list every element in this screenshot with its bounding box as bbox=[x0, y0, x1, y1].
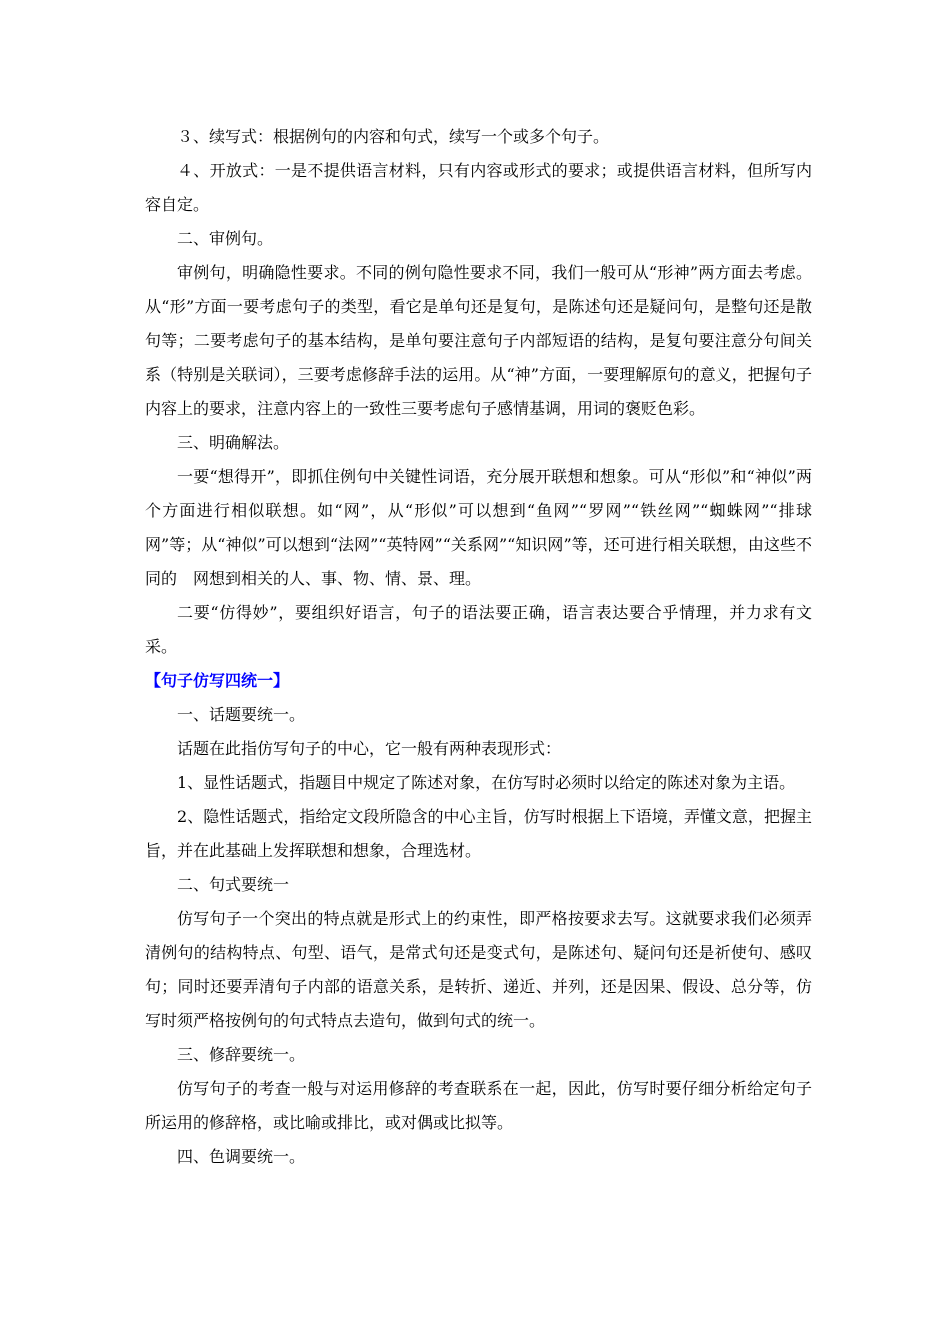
heading-topic-unity: 一、话题要统一。 bbox=[177, 705, 306, 724]
paragraph-open-type: ４、开放式：一是不提供语言材料，只有内容或形式的要求；或提供语言材料，但所写内容自定。 bbox=[145, 161, 812, 214]
paragraph-think-open: 一要“想得开”，即抓住例句中关键性词语，充分展开联想和想象。可从“形似”和“神似”两个方面进行相似联想。如“网”，从“形似”可以想到“鱼网”“罗网”“铁丝网”“蜘蛛网”“排球网”等；从“神似”可以想到“法网”“英特网”“关系网”“知识网”等，还可进行相关联想，由这些不同的 网想到相关的人、事、物、情、景、理。 bbox=[145, 467, 812, 588]
paragraph-explicit-topic: 1、显性话题式，指题目中规定了陈述对象，在仿写时必须时以给定的陈述对象为主语。 bbox=[177, 773, 796, 792]
heading-sentence-unity: 二、句式要统一 bbox=[177, 875, 290, 894]
paragraph-imitate-well: 二要“仿得妙”，要组织好语言，句子的语法要正确，语言表达要合乎情理，并力求有文采。 bbox=[145, 603, 812, 656]
heading-examine-example: 二、审例句。 bbox=[177, 229, 274, 248]
paragraph-topic-definition: 话题在此指仿写句子的中心，它一般有两种表现形式： bbox=[177, 739, 562, 758]
paragraph-rhetoric-unity: 仿写句子的考查一般与对运用修辞的考查联系在一起，因此，仿写时要仔细分析给定句子所运用的修辞格，或比喻或排比，或对偶或比拟等。 bbox=[145, 1079, 812, 1132]
document-body bbox=[145, 120, 812, 1174]
paragraph-sentence-unity: 仿写句子一个突出的特点就是形式上的约束性，即严格按要求去写。这就要求我们必须弄清例句的结构特点、句型、语气，是常式句还是变式句，是陈述句、疑问句还是祈使句、感叹句；同时还要弄清句子内部的语意关系，是转折、递近、并列，还是因果、假设、总分等，仿写时须严格按例句的句式特点去造句，做到句式的统一。 bbox=[145, 909, 812, 1030]
heading-clarify-method: 三、明确解法。 bbox=[177, 433, 290, 452]
heading-rhetoric-unity: 三、修辞要统一。 bbox=[177, 1045, 306, 1064]
paragraph-continuation-type: ３、续写式：根据例句的内容和句式，续写一个或多个句子。 bbox=[177, 127, 610, 146]
paragraph-implicit-topic: 2、隐性话题式，指给定文段所隐含的中心主旨，仿写时根据上下语境，弄懂文意，把握主旨，并在此基础上发挥联想和想象，合理选材。 bbox=[145, 807, 812, 860]
heading-tone-unity: 四、色调要统一。 bbox=[177, 1147, 306, 1166]
paragraph-examine-example: 审例句，明确隐性要求。不同的例句隐性要求不同，我们一般可从“形神”两方面去考虑。从“形”方面一要考虑句子的类型，看它是单句还是复句，是陈述句还是疑问句，是整句还是散句等；二要考虑句子的基本结构，是单句要注意句子内部短语的结构，是复句要注意分句间关系（特别是关联词），三要考虑修辞手法的运用。从“神”方面，一要理解原句的意义，把握句子内容上的要求，注意内容上的一致性三要考虑句子感情基调，用词的褒贬色彩。 bbox=[145, 263, 812, 418]
section-title: 【句子仿写四统一】 bbox=[145, 671, 290, 690]
